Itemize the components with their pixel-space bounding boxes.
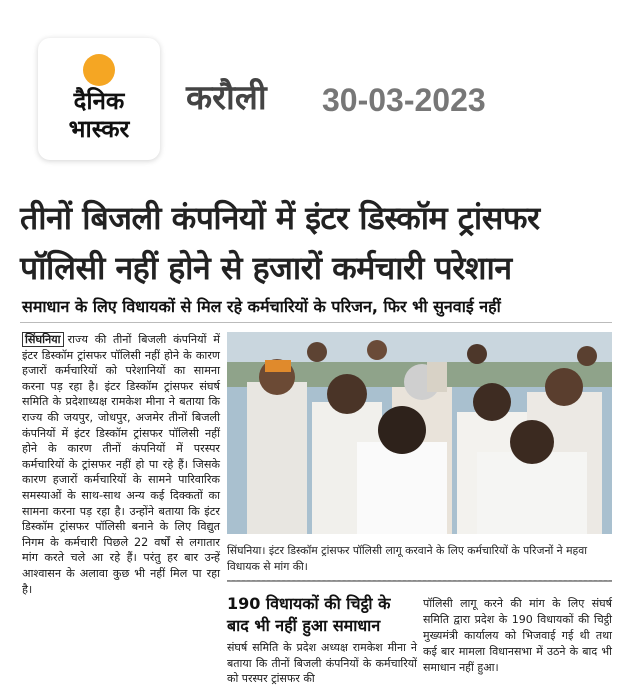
article-subheadline: समाधान के लिए विधायकों से मिल रहे कर्मचारियों के परिजन, फिर भी सुनवाई नहीं bbox=[22, 297, 501, 316]
caption-divider bbox=[227, 580, 612, 582]
logo-text-line1: दैनिक bbox=[73, 87, 125, 115]
divider bbox=[20, 322, 612, 323]
article-subheading-2: 190 विधायकों की चिट्ठी के बाद भी नहीं हुआ समाधान bbox=[227, 594, 391, 635]
body-text-col1: राज्य की तीनों बिजली कंपनियों में इंटर डिस्कॉम ट्रांसफर पॉलिसी नहीं होने के कारण हजारों कर्मचारियों को परेशानियों का सामना करना पड़ रहा है। इंटर डिस्कॉम ट्रांसफर संघर्ष समिति के प्रदेशाध्यक्ष रामकेश मीना ने बताया कि राज्य की जयपुर, जोधपुर, अजमेर तीनों बिजली कंपनियों में इंटर डिस्कॉम ट्रांसफर पॉलिसी नहीं होने के कारण तीनों कंपनियों में परस्पर कर्मचारियों के ट्रांसफर नहीं हो पा रहे हैं। जिसके कारण हजारों कर्मचारियों के सामने पारिवारिक समस्याओं के साथ-साथ अन्य कई दिक्कतों का सामना करना पड़ रहा है। उन्होंने बताया कि इंटर डिस्कॉम ट्रांसफर पॉलिसी बनाने के लिए विद्युत निगम के कर्मचारी पिछले 22 वर्षों से लगातार मांग करते चले आ रहे हैं। परंतु हर बार उन्हें आश्वासन के अलावा कुछ भी नहीं मिल पा रहा है। bbox=[22, 333, 220, 596]
masthead bbox=[0, 0, 618, 180]
article-body-column-3: पॉलिसी लागू करने की मांग के लिए संघर्ष समिति द्वारा प्रदेश के 190 विधायकों की चिट्ठी मुख्यमंत्री कार्यालय को भिजवाई गई थी तथा कई बार मामला विधानसभा में उठने के बाद भी समाधान नहीं हुआ। bbox=[423, 597, 612, 674]
article-body-column-2: संघर्ष समिति के प्रदेश अध्यक्ष रामकेश मीना ने बताया कि तीनों बिजली कंपनियों के कर्मचारियों को परस्पर ट्रांसफर की bbox=[227, 641, 417, 685]
sun-icon bbox=[83, 54, 115, 86]
edition-date: 30-03-2023 bbox=[322, 82, 486, 118]
crowd-photo-illustration bbox=[227, 332, 612, 534]
city-name: करौली bbox=[186, 78, 267, 118]
logo-text-line2: भास्कर bbox=[68, 115, 130, 143]
news-photo bbox=[227, 332, 612, 534]
photo-caption: सिंघनिया। इंटर डिस्कॉम ट्रांसफर पॉलिसी लागू करवाने के लिए कर्मचारियों के परिजनों ने महवा विधायक से मांग की। bbox=[227, 544, 588, 573]
article-headline: तीनों बिजली कंपनियों में इंटर डिस्कॉम ट्रांसफर पॉलिसी नहीं होने से हजारों कर्मचारी परेशान bbox=[20, 199, 540, 287]
dainik-bhaskar-logo bbox=[38, 38, 160, 160]
article-body-column-1 bbox=[22, 332, 220, 597]
dateline: सिंघनिया bbox=[22, 332, 64, 347]
